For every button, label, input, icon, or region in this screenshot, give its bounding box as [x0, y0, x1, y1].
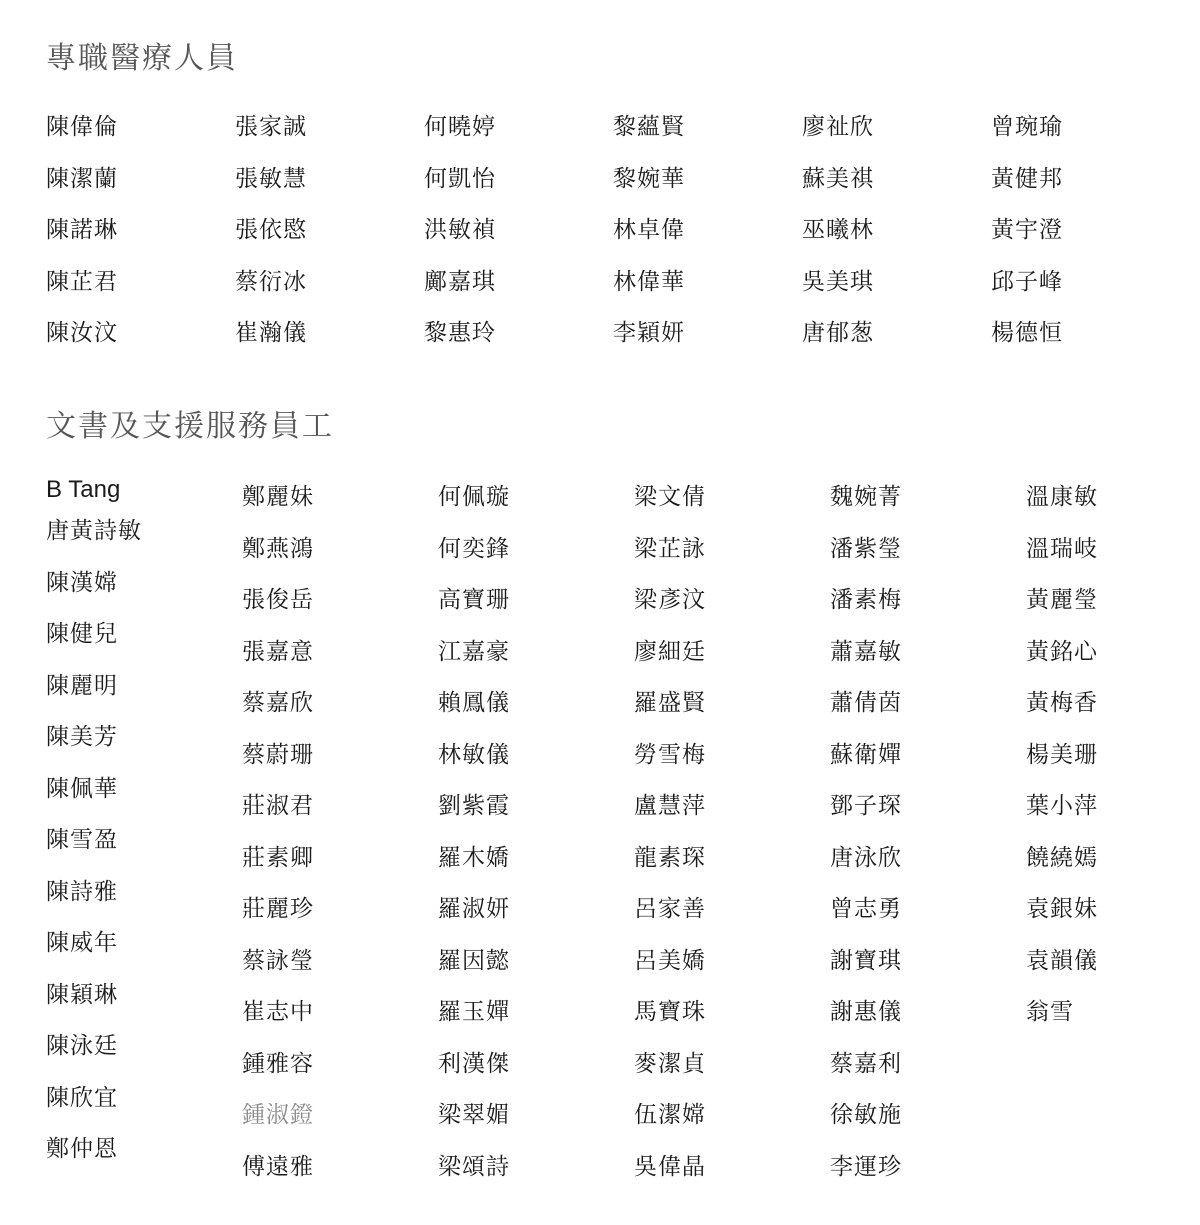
- staff-name: 陳潔蘭: [46, 165, 118, 192]
- staff-name: 陳佩華: [46, 775, 118, 802]
- staff-name: 何凱怡: [424, 165, 496, 192]
- staff-name: 張依愍: [235, 217, 307, 243]
- staff-name: 張嘉意: [242, 638, 314, 665]
- staff-name: 何佩璇: [438, 484, 510, 510]
- staff-name: 羅玉嬋: [438, 999, 510, 1025]
- staff-name: 呂美嬌: [634, 947, 706, 974]
- staff-name: 莊麗珍: [242, 896, 314, 922]
- staff-name: 陳詩雅: [46, 878, 118, 905]
- staff-name: 蕭倩茵: [830, 690, 902, 716]
- staff-name: 鍾雅容: [242, 1050, 314, 1077]
- staff-name: 陳芷君: [46, 268, 118, 295]
- staff-name: 林敏儀: [438, 741, 510, 768]
- staff-name: 廖祉欣: [802, 114, 874, 140]
- medical-column-3: [424, 116, 613, 374]
- staff-name: 江嘉豪: [438, 638, 510, 665]
- staff-name: 吳偉晶: [634, 1153, 706, 1180]
- staff-name: 袁銀妹: [1026, 896, 1098, 922]
- staff-name: 邱子峰: [991, 268, 1063, 295]
- staff-name: 梁頌詩: [438, 1153, 510, 1180]
- staff-name: 伍潔嫦: [634, 1102, 706, 1128]
- staff-name: 陳穎琳: [46, 981, 118, 1008]
- staff-name: 莊素卿: [242, 844, 314, 871]
- staff-name: 唐黃詩敏: [46, 518, 142, 544]
- staff-name: 崔志中: [242, 999, 314, 1025]
- staff-name: 謝寶琪: [830, 947, 902, 974]
- staff-name: 潘紫瑩: [830, 535, 902, 562]
- staff-name: 黎惠玲: [424, 320, 496, 346]
- staff-name: 黃健邦: [991, 165, 1063, 192]
- staff-name: 黎婉華: [613, 165, 685, 192]
- staff-name: 張俊岳: [242, 587, 314, 613]
- staff-name: 陳諾琳: [46, 217, 118, 243]
- staff-name: 張家誠: [235, 114, 307, 140]
- staff-name: 蕭嘉敏: [830, 638, 902, 665]
- staff-name: 葉小萍: [1026, 793, 1098, 819]
- staff-name: 巫曦林: [802, 217, 874, 243]
- staff-name: 鄧子琛: [830, 793, 902, 819]
- staff-name: 陳汝汶: [46, 320, 118, 346]
- staff-name: 高寶珊: [438, 587, 510, 613]
- staff-name: 陳雪盈: [46, 827, 118, 853]
- staff-name: 廖細廷: [634, 638, 706, 665]
- staff-name: 傅遠雅: [242, 1153, 314, 1180]
- staff-name: 馬寶珠: [634, 999, 706, 1025]
- support-column-1: [46, 478, 242, 1207]
- staff-name: 蔡嘉利: [830, 1050, 902, 1077]
- staff-name: 麥潔貞: [634, 1050, 706, 1077]
- staff-name: 林偉華: [613, 268, 685, 295]
- staff-name: 饒繞嫣: [1026, 844, 1098, 871]
- staff-name: 黃麗瑩: [1026, 587, 1098, 613]
- medical-column-2: [235, 116, 424, 374]
- staff-name: 魏婉菁: [830, 484, 902, 510]
- medical-staff-grid: [46, 116, 1180, 374]
- staff-name: 鄭麗妹: [242, 484, 314, 510]
- staff-name: 何曉婷: [424, 114, 496, 140]
- support-column-3: [438, 478, 634, 1207]
- section-title-medical: 專職醫療人員: [46, 41, 238, 76]
- staff-name: 陳威年: [46, 930, 118, 956]
- staff-name: 溫康敏: [1026, 484, 1098, 510]
- staff-name: 陳偉倫: [46, 114, 118, 140]
- staff-name: 鄭燕鴻: [242, 535, 314, 562]
- staff-name: 黃銘心: [1026, 638, 1098, 665]
- staff-name: 鄺嘉琪: [424, 268, 496, 295]
- staff-name: 龍素琛: [634, 844, 706, 871]
- staff-name: 陳泳廷: [46, 1033, 118, 1059]
- staff-name: 黃宇澄: [991, 217, 1063, 243]
- staff-name: 陳美芳: [46, 724, 118, 750]
- staff-name: 崔瀚儀: [235, 320, 307, 346]
- staff-name: 利漢傑: [438, 1050, 510, 1077]
- staff-name: 莊淑君: [242, 793, 314, 819]
- staff-name: 黃梅香: [1026, 690, 1098, 716]
- staff-name: 蔡嘉欣: [242, 690, 314, 716]
- staff-name: 洪敏禎: [424, 217, 496, 243]
- staff-name: 勞雪梅: [634, 741, 706, 768]
- support-staff-grid: [46, 478, 1200, 1207]
- staff-name: 陳欣宜: [46, 1084, 118, 1111]
- medical-column-1: [46, 116, 235, 374]
- support-column-6: [1026, 478, 1200, 1207]
- staff-name: 李穎妍: [613, 320, 685, 346]
- staff-name: 蔡衍冰: [235, 268, 307, 295]
- staff-name: B Tang: [46, 476, 121, 503]
- staff-name: 蔡詠瑩: [242, 947, 314, 974]
- staff-name: 梁彥汶: [634, 587, 706, 613]
- medical-column-4: [613, 116, 802, 374]
- support-column-5: [830, 478, 1026, 1207]
- staff-name: 陳漢嫦: [46, 569, 118, 596]
- staff-name: 羅因懿: [438, 947, 510, 974]
- staff-name: 吳美琪: [802, 268, 874, 295]
- staff-name: 梁文倩: [634, 484, 706, 510]
- staff-name: 何奕鋒: [438, 535, 510, 562]
- staff-name: 劉紫霞: [438, 793, 510, 819]
- staff-name: 張敏慧: [235, 165, 307, 192]
- staff-name: 楊美珊: [1026, 741, 1098, 768]
- staff-name: 徐敏施: [830, 1102, 902, 1128]
- medical-column-6: [991, 116, 1180, 374]
- staff-name: 蘇衛嬋: [830, 741, 902, 768]
- staff-name: 梁翠媚: [438, 1102, 510, 1128]
- staff-name: 陳麗明: [46, 672, 118, 699]
- staff-name: 陳健兒: [46, 621, 118, 647]
- staff-name: 羅淑妍: [438, 896, 510, 922]
- staff-name: 羅盛賢: [634, 690, 706, 716]
- staff-name: 袁韻儀: [1026, 947, 1098, 974]
- staff-name: 謝惠儀: [830, 999, 902, 1025]
- staff-name: 鍾淑鐙: [242, 1102, 314, 1128]
- staff-name: 唐郁葱: [802, 320, 874, 346]
- section-title-support: 文書及支援服務員工: [46, 409, 334, 444]
- staff-name: 唐泳欣: [830, 844, 902, 871]
- staff-name: 曾志勇: [830, 896, 902, 922]
- staff-name: 林卓偉: [613, 217, 685, 243]
- staff-name: 楊德恒: [991, 320, 1063, 346]
- staff-name: 羅木嬌: [438, 844, 510, 871]
- support-column-4: [634, 478, 830, 1207]
- staff-name: 鄭仲恩: [46, 1136, 118, 1162]
- staff-name: 黎蘊賢: [613, 114, 685, 140]
- staff-name: 蔡蔚珊: [242, 741, 314, 768]
- staff-name: 盧慧萍: [634, 793, 706, 819]
- staff-name: 呂家善: [634, 896, 706, 922]
- staff-name: 蘇美祺: [802, 165, 874, 192]
- staff-name: 賴鳳儀: [438, 690, 510, 716]
- staff-name: 翁雪: [1026, 999, 1074, 1025]
- staff-name: 潘素梅: [830, 587, 902, 613]
- staff-name: 梁芷詠: [634, 535, 706, 562]
- medical-column-5: [802, 116, 991, 374]
- staff-name: 曾琬瑜: [991, 114, 1063, 140]
- staff-name: 溫瑞岐: [1026, 535, 1098, 562]
- support-column-2: [242, 478, 438, 1207]
- staff-name: 李運珍: [830, 1153, 902, 1180]
